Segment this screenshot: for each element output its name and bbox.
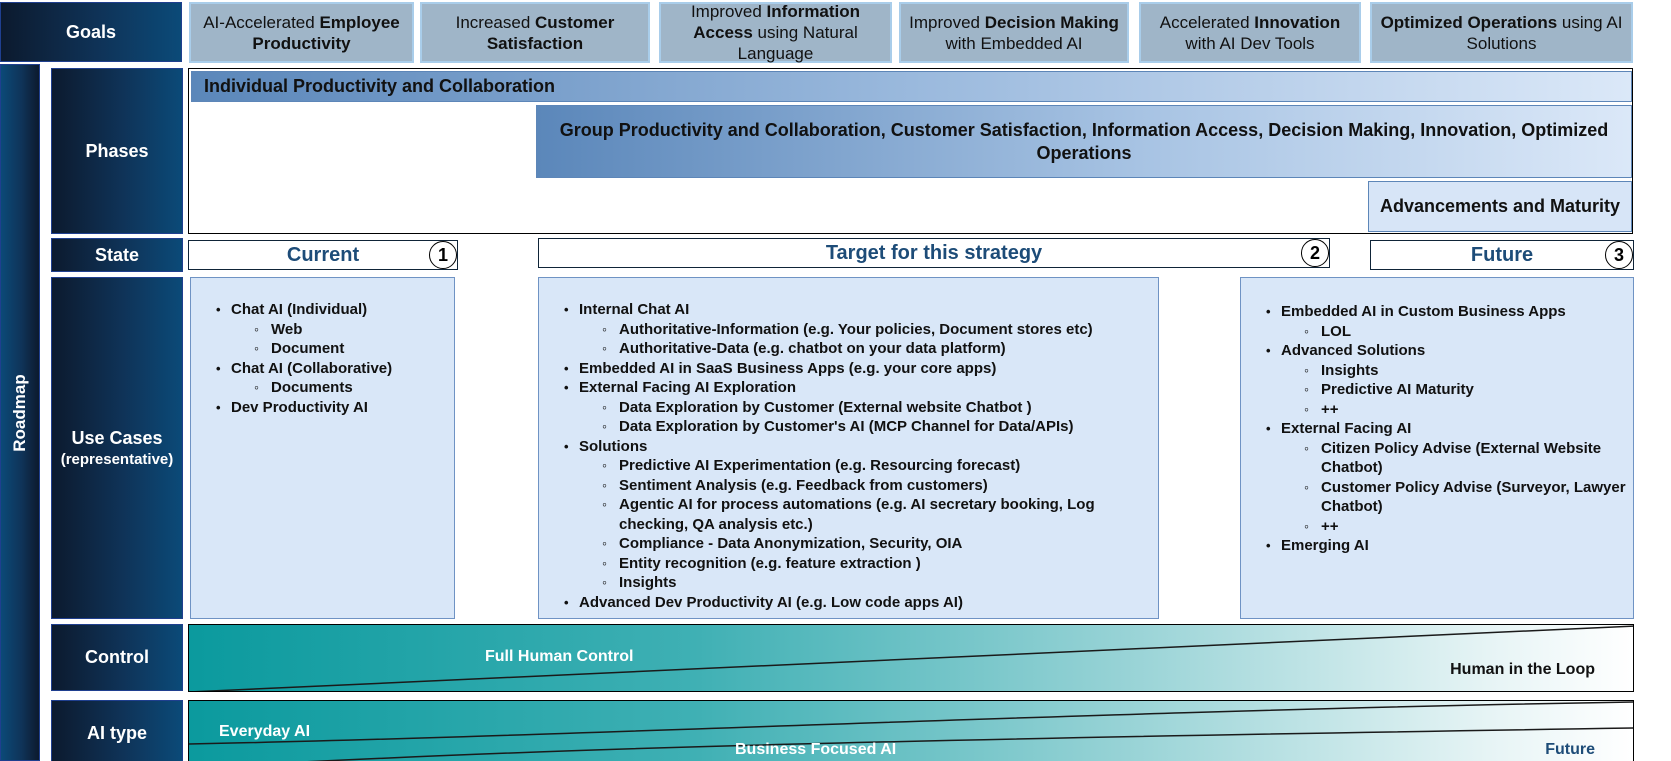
full-human-control-label: Full Human Control — [485, 648, 634, 665]
phases-label: Phases — [85, 140, 149, 161]
list-item: • Advanced Dev Productivity AI (e.g. Low code apps AI) — [539, 593, 1150, 613]
list-item: ◦ Agentic AI for process automations (e.g. AI secretary booking, Log checking, QA analysis etc.) — [539, 495, 1150, 534]
row-header-phases — [51, 68, 183, 234]
list-item: ◦ Compliance - Data Anonymization, Security, OIA — [539, 534, 1150, 554]
list-item: ◦ Customer Policy Advise (Surveyor, Lawyer Chatbot) — [1241, 478, 1627, 517]
state-target: Target for this strategy 2 — [538, 238, 1330, 268]
list-item: ◦ ++ — [1241, 400, 1627, 420]
business-focused-ai-label: Business Focused AI — [735, 741, 897, 758]
list-item: • Chat AI (Individual) — [191, 300, 454, 320]
goals-label: Goals — [65, 21, 117, 42]
list-item: ◦ ++ — [1241, 517, 1627, 537]
row-header-use-cases — [51, 277, 183, 619]
goal-innovation: Accelerated Innovation with AI Dev Tools — [1139, 2, 1361, 63]
list-item: • Embedded AI in SaaS Business Apps (e.g. your core apps) — [539, 359, 1150, 379]
list-item: • External Facing AI Exploration — [539, 378, 1150, 398]
row-header-control — [51, 624, 183, 691]
goal-decision-making: Improved Decision Making with Embedded AI — [899, 2, 1129, 63]
state-future: Future 3 — [1370, 240, 1634, 270]
goal-information-access: Improved Information Access using Natural Language — [659, 2, 892, 63]
use-cases-sublabel: (representative) — [60, 451, 174, 468]
use-cases-label: Use Cases — [71, 428, 163, 448]
ai-type-band — [188, 700, 1634, 761]
row-header-state — [51, 238, 183, 272]
list-item: • Advanced Solutions — [1241, 341, 1627, 361]
list-item: ◦ LOL — [1241, 322, 1627, 342]
list-item: • Dev Productivity AI — [191, 398, 454, 418]
ai-type-label: AI type — [86, 723, 147, 743]
list-item: • Chat AI (Collaborative) — [191, 359, 454, 379]
list-item: ◦ Insights — [1241, 361, 1627, 381]
future-ai-label: Future — [1545, 741, 1595, 758]
list-item: • Embedded AI in Custom Business Apps — [1241, 302, 1627, 322]
list-item: ◦ Authoritative-Data (e.g. chatbot on your data platform) — [539, 339, 1150, 359]
list-item: • External Facing AI — [1241, 419, 1627, 439]
roadmap-side-label — [0, 64, 40, 761]
state-current: Current 1 — [188, 240, 458, 270]
goal-customer-satisfaction: Increased Customer Satisfaction — [420, 2, 650, 63]
list-item: ◦ Document — [191, 339, 454, 359]
control-divider-line — [189, 625, 1634, 692]
state-label: State — [94, 244, 139, 265]
list-item: ◦ Data Exploration by Customer (External website Chatbot ) — [539, 398, 1150, 418]
ai-type-divider-lines — [189, 701, 1634, 761]
use-cases-target — [538, 277, 1159, 619]
list-item: ◦ Predictive AI Experimentation (e.g. Resourcing forecast) — [539, 456, 1150, 476]
list-item: • Solutions — [539, 437, 1150, 457]
list-item: ◦ Citizen Policy Advise (External Website Chatbot) — [1241, 439, 1627, 478]
human-in-loop-label: Human in the Loop — [1450, 661, 1595, 678]
phase-individual: Individual Productivity and Collaboration — [191, 71, 1632, 102]
list-item: ◦ Entity recognition (e.g. feature extraction ) — [539, 554, 1150, 574]
badge-1: 1 — [429, 241, 457, 269]
phase-advancements: Advancements and Maturity — [1368, 181, 1632, 232]
use-cases-current — [190, 277, 455, 619]
badge-2: 2 — [1301, 239, 1329, 267]
everyday-ai-label: Everyday AI — [219, 723, 311, 740]
goal-optimized-operations: Optimized Operations using AI Solutions — [1370, 2, 1633, 63]
badge-3: 3 — [1605, 241, 1633, 269]
goal-employee-productivity: AI-Accelerated Employee Productivity — [189, 2, 414, 63]
list-item: ◦ Documents — [191, 378, 454, 398]
list-item: • Internal Chat AI — [539, 300, 1150, 320]
roadmap-label: Roadmap — [10, 373, 29, 452]
use-cases-future — [1240, 277, 1634, 619]
list-item: ◦ Predictive AI Maturity — [1241, 380, 1627, 400]
list-item: ◦ Web — [191, 320, 454, 340]
control-label: Control — [85, 647, 149, 667]
control-band — [188, 624, 1634, 692]
row-header-ai-type — [51, 700, 183, 761]
phase-group: Group Productivity and Collaboration, Customer Satisfaction, Information Access, Decision Making, Innovation, Optimized Operations — [536, 105, 1632, 178]
list-item: ◦ Authoritative-Information (e.g. Your policies, Document stores etc) — [539, 320, 1150, 340]
list-item: • Emerging AI — [1241, 536, 1627, 556]
list-item: ◦ Data Exploration by Customer's AI (MCP Channel for Data/APIs) — [539, 417, 1150, 437]
row-header-goals — [0, 2, 182, 62]
list-item: ◦ Sentiment Analysis (e.g. Feedback from customers) — [539, 476, 1150, 496]
list-item: ◦ Insights — [539, 573, 1150, 593]
